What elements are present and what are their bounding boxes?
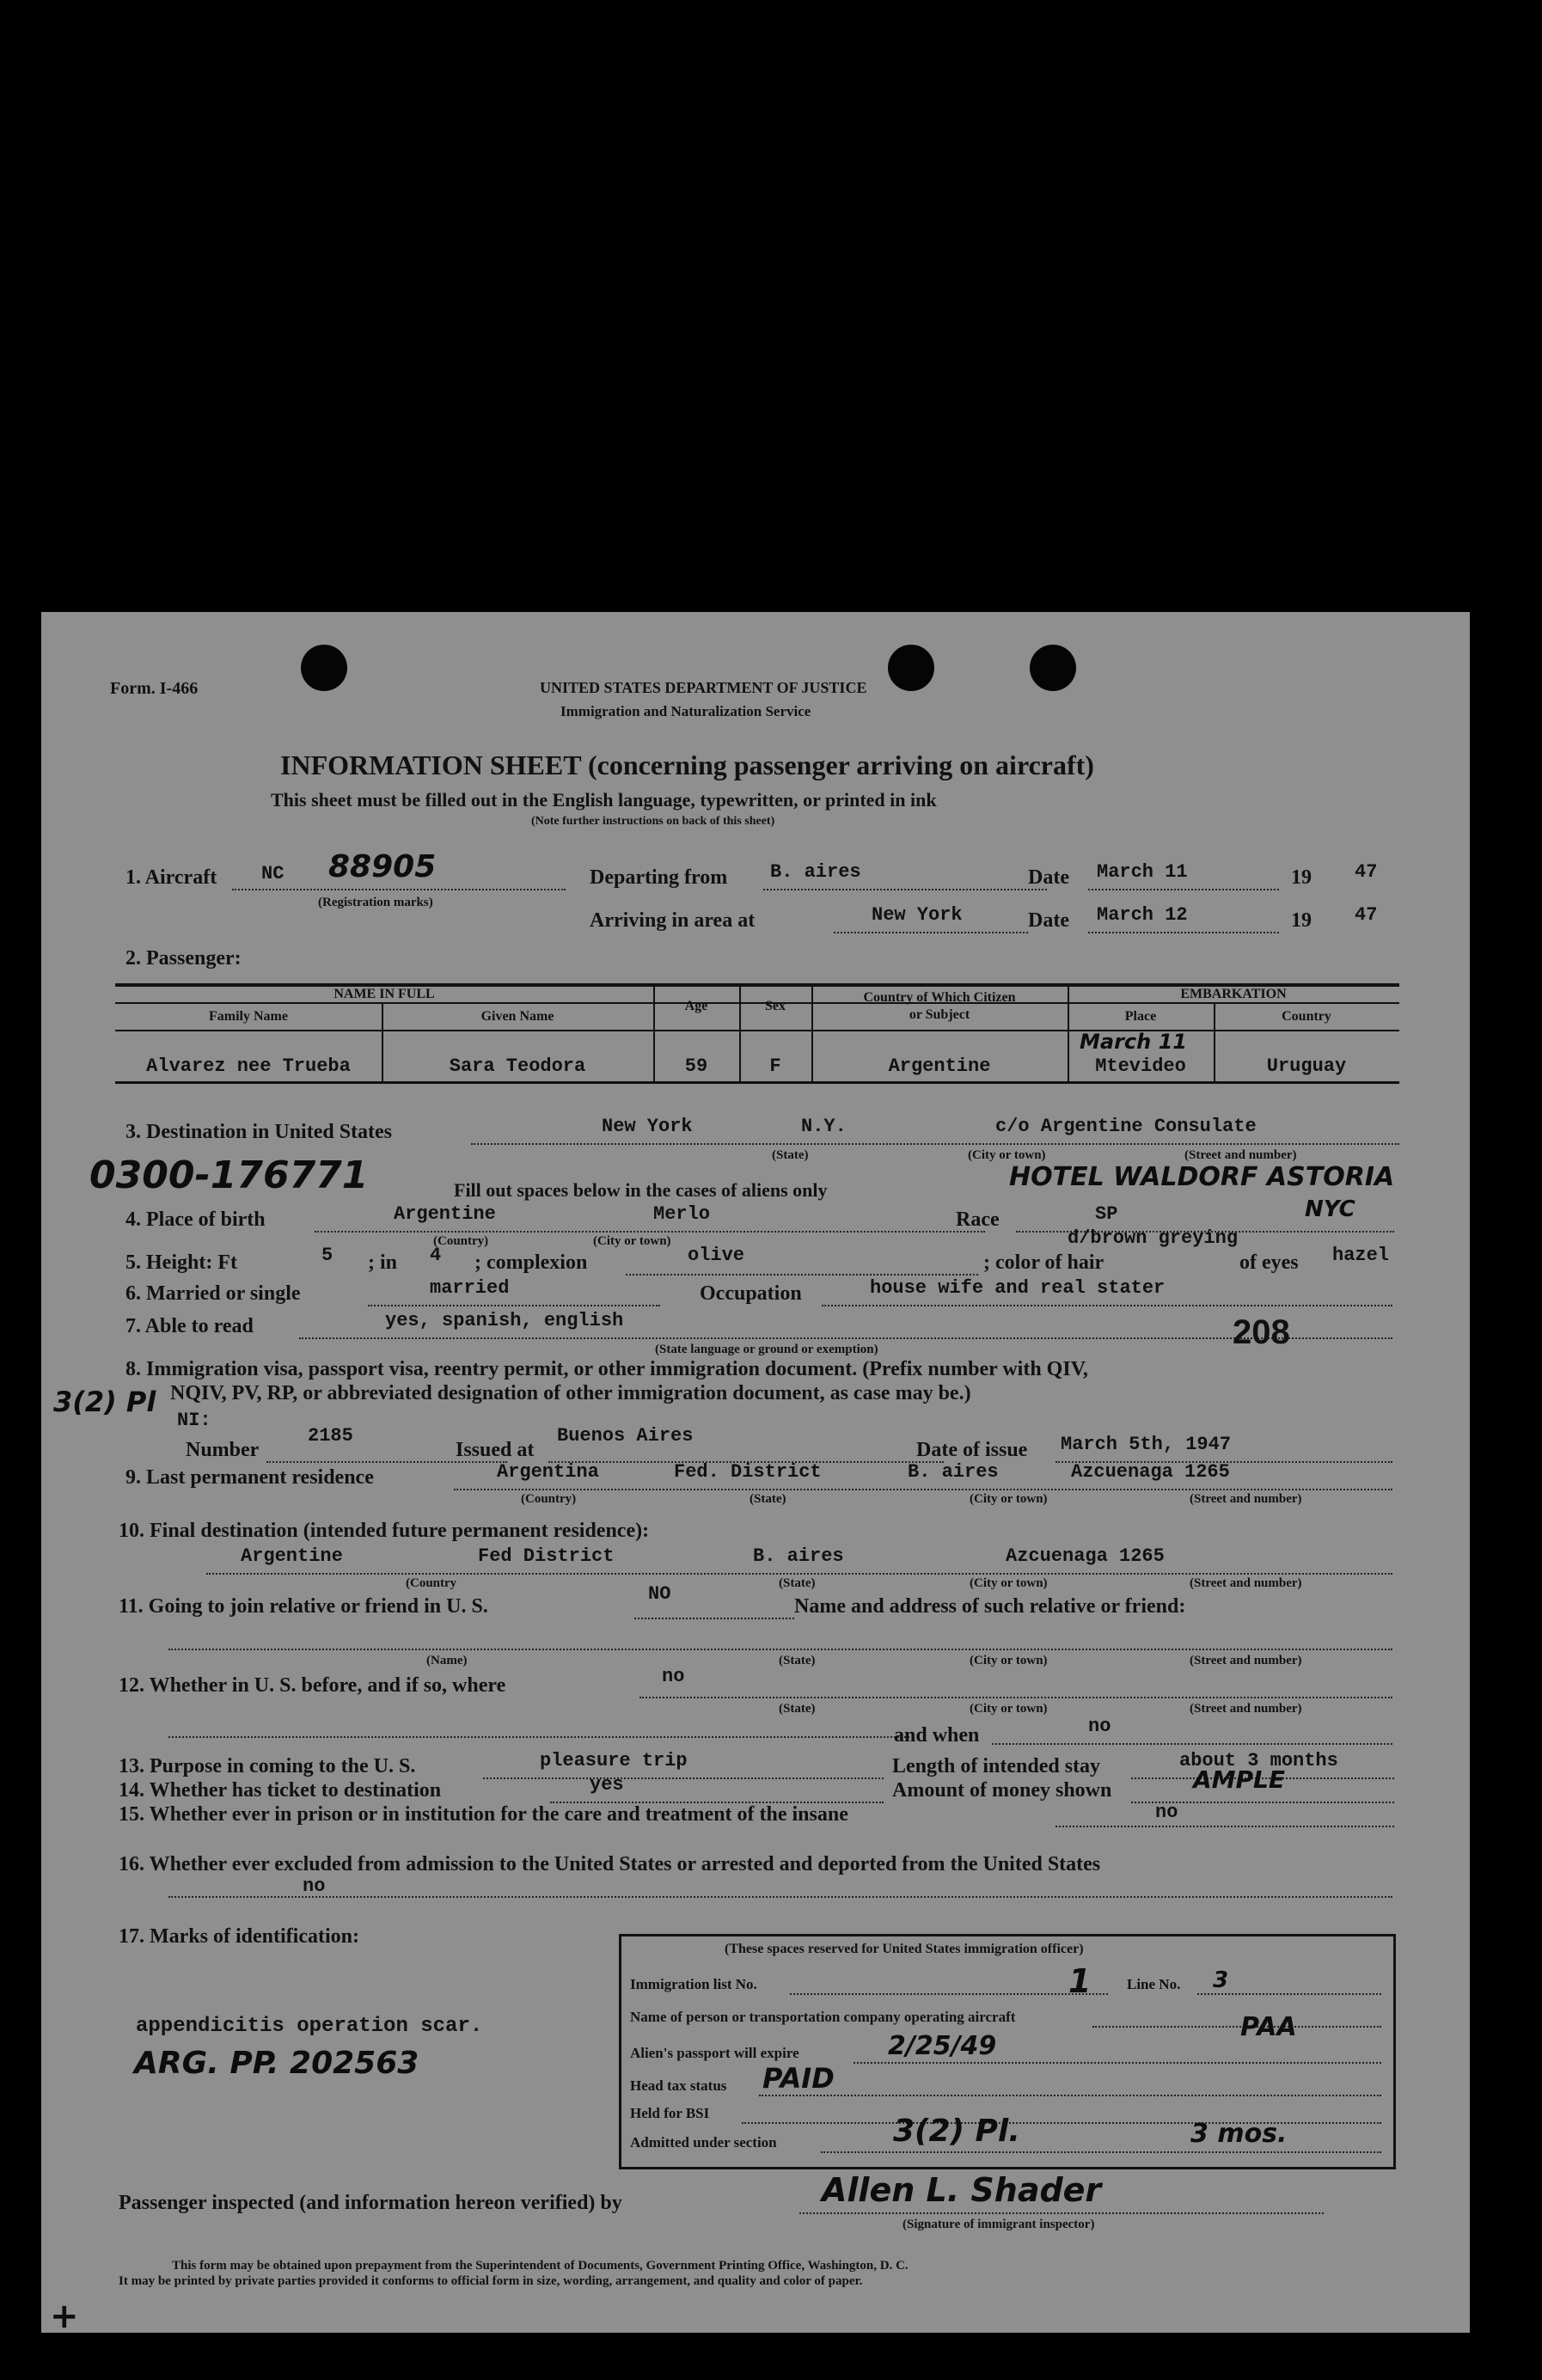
birth-country: Argentine: [394, 1203, 496, 1225]
hotel-handwritten: HOTEL WALDORF ASTORIA: [1009, 1162, 1395, 1192]
form-sheet: [41, 612, 1470, 2336]
q17-label: 17. Marks of identification:: [119, 1925, 359, 1948]
q14-label: 14. Whether has ticket to destination: [119, 1779, 442, 1802]
dest-street-caption: (Street and number): [1184, 1148, 1297, 1162]
previous-street-caption: (Street and number): [1190, 1702, 1302, 1716]
line-no-label: Line No.: [1127, 1976, 1181, 1992]
q7-label: 7. Able to read: [125, 1315, 254, 1337]
registration-caption: (Registration marks): [318, 896, 433, 909]
final-street: Azcuenaga 1265: [1006, 1545, 1165, 1567]
residence-street: Azcuenaga 1265: [1071, 1461, 1230, 1483]
q16-label: 16. Whether ever excluded from admission to the United States or arrested and deported from the United States: [119, 1853, 1101, 1875]
nyc-handwritten: NYC: [1305, 1196, 1355, 1222]
embarkation-header: EMBARKATION: [1180, 987, 1287, 1001]
relative-city-caption: (City or town): [970, 1654, 1048, 1667]
money-label: Amount of money shown: [892, 1779, 1112, 1802]
q12-label: 12. Whether in U. S. before, and if so, where: [119, 1674, 506, 1697]
q2-label: 2. Passenger:: [125, 947, 242, 970]
residence-street-caption: (Street and number): [1190, 1492, 1302, 1506]
residence-city: B. aires: [908, 1461, 999, 1483]
family-name: Alvarez nee Trueba: [146, 1055, 351, 1077]
q3-label: 3. Destination in United States: [125, 1121, 393, 1143]
officer-box-title: (These spaces reserved for United States immigration officer): [725, 1942, 1084, 1956]
immigration-list-no: 1: [1068, 1962, 1092, 2000]
head-tax-label: Head tax status: [630, 2077, 727, 2094]
complexion: olive: [688, 1245, 745, 1266]
inches-label: ; in: [368, 1251, 398, 1274]
depart-date-label: Date: [1028, 866, 1069, 889]
visa-number-label: Number: [186, 1439, 260, 1461]
company-label: Name of person or transportation company operating aircraft: [630, 2009, 1016, 2025]
stay-label: Length of intended stay: [892, 1755, 1101, 1777]
citizen-of: Argentine: [888, 1055, 991, 1077]
bsi-label: Held for BSI: [630, 2105, 710, 2121]
final-state: Fed District: [478, 1545, 615, 1567]
corner-mark: +: [50, 2297, 79, 2336]
section-label: Admitted under section: [630, 2134, 777, 2151]
arriving-label: Arriving in area at: [590, 909, 756, 932]
issued-at-label: Issued at: [456, 1439, 535, 1461]
head-tax-status: PAID: [762, 2062, 835, 2095]
punch-hole-1: [301, 645, 347, 691]
birth-city: Merlo: [653, 1203, 711, 1225]
birth-country-caption: (Country): [433, 1234, 489, 1248]
marital-status: married: [430, 1277, 510, 1299]
embark-country-header: Country: [1282, 1009, 1331, 1024]
issue-date-label: Date of issue: [916, 1439, 1028, 1461]
race-label: Race: [956, 1208, 1000, 1231]
form-note: (Note further instructions on back of this sheet): [531, 815, 775, 828]
arrive-date-label: Date: [1028, 909, 1069, 932]
footer-line-2: It may be printed by private parties provided it conforms to official form in size, wording, arrangement, and quality and color of paper.: [119, 2274, 863, 2288]
complexion-label: ; complexion: [474, 1251, 588, 1274]
relative-state-caption: (State): [779, 1654, 816, 1667]
form-number: Form. I-466: [110, 679, 199, 698]
issue-date: March 5th, 1947: [1061, 1434, 1232, 1455]
final-city-caption: (City or town): [970, 1576, 1048, 1590]
residence-country-caption: (Country): [521, 1492, 577, 1506]
age: 59: [684, 1055, 708, 1077]
form-subtitle: This sheet must be filled out in the English language, typewritten, or printed in ink: [271, 789, 937, 811]
arrive-year-prefix: 19: [1291, 909, 1312, 932]
aircraft-registration: 88905: [328, 849, 437, 884]
depart-year: 47: [1355, 861, 1378, 883]
final-country-caption: (Country: [406, 1576, 457, 1590]
passport-expire-label: Alien's passport will expire: [630, 2045, 799, 2061]
occupation-label: Occupation: [700, 1282, 802, 1305]
eyes-label: of eyes: [1239, 1251, 1299, 1274]
relative-name-caption: (Name): [426, 1654, 468, 1667]
immigration-list-label: Immigration list No.: [630, 1976, 757, 1992]
has-ticket: yes: [590, 1774, 624, 1796]
citizen-header-2: or Subject: [909, 1007, 970, 1022]
inspected-label: Passenger inspected (and information hereon verified) by: [119, 2192, 622, 2214]
intended-stay: about 3 months: [1179, 1750, 1338, 1771]
depart-year-prefix: 19: [1291, 866, 1312, 889]
dest-state: N.Y.: [801, 1116, 847, 1137]
citizen-header-1: Country of Which Citizen: [863, 990, 1016, 1005]
departing-label: Departing from: [590, 866, 728, 889]
passport-handwritten: ARG. PP. 202563: [134, 2046, 419, 2081]
sex-header: Sex: [765, 999, 786, 1013]
previous-when-label: and when: [894, 1724, 980, 1747]
arrive-date: March 12: [1097, 904, 1188, 926]
visa-section-hand: 3(2) Pl: [53, 1386, 156, 1418]
prison-insane: no: [1155, 1802, 1178, 1823]
handwritten-file-number: 0300-176771: [89, 1153, 369, 1197]
given-name-header: Given Name: [480, 1009, 554, 1024]
final-state-caption: (State): [779, 1576, 816, 1590]
dest-street: c/o Argentine Consulate: [995, 1116, 1257, 1137]
visa-number: 2185: [308, 1425, 353, 1447]
embark-country: Uruguay: [1266, 1055, 1347, 1077]
residence-country: Argentina: [497, 1461, 599, 1483]
birth-city-caption: (City or town): [593, 1234, 671, 1248]
aliens-only-note: Fill out spaces below in the cases of aliens only: [454, 1179, 828, 1201]
given-name: Sara Teodora: [449, 1055, 586, 1077]
purpose: pleasure trip: [540, 1750, 688, 1771]
q9-label: 9. Last permanent residence: [125, 1466, 374, 1489]
department-heading: UNITED STATES DEPARTMENT OF JUSTICE: [540, 679, 867, 696]
embark-place: Mtevideo: [1095, 1055, 1186, 1077]
occupation: house wife and real stater: [870, 1277, 1166, 1299]
dest-state-caption: (State): [772, 1148, 809, 1162]
relative-address-label: Name and address of such relative or friend:: [794, 1595, 1186, 1618]
q4-label: 4. Place of birth: [125, 1208, 266, 1231]
previous-state-caption: (State): [779, 1702, 816, 1716]
language-caption: (State language or ground or exemption): [655, 1343, 878, 1356]
operating-company: PAA: [1240, 2012, 1297, 2042]
previous-when: no: [1088, 1716, 1111, 1737]
hair-color: d/brown greying: [1068, 1227, 1239, 1249]
dest-city-caption: (City or town): [968, 1148, 1046, 1162]
q1-label: 1. Aircraft: [125, 866, 217, 889]
name-in-full-header: NAME IN FULL: [333, 987, 435, 1001]
signature-caption: (Signature of immigrant inspector): [903, 2218, 1095, 2231]
residence-state-caption: (State): [750, 1492, 786, 1506]
footer-line-1: This form may be obtained upon prepayment from the Superintendent of Documents, Government Printing Office, Washington, D. C.: [172, 2259, 909, 2273]
admitted-duration: 3 mos.: [1190, 2119, 1288, 2149]
q8-label-2: NQIV, PV, RP, or abbreviated designation of other immigration document, as case may be.): [170, 1382, 971, 1404]
issued-at: Buenos Aires: [557, 1425, 694, 1447]
join-relative: NO: [648, 1583, 671, 1605]
dest-city: New York: [602, 1116, 693, 1137]
arriving-at: New York: [872, 904, 963, 926]
q6-label: 6. Married or single: [125, 1282, 301, 1305]
form-title: INFORMATION SHEET (concerning passenger arriving on aircraft): [280, 749, 1094, 780]
hair-label: ; color of hair: [983, 1251, 1104, 1274]
race: SP: [1095, 1203, 1118, 1225]
eye-color: hazel: [1332, 1245, 1390, 1266]
residence-state: Fed. District: [674, 1461, 822, 1483]
place-header: Place: [1124, 1009, 1157, 1024]
final-country: Argentine: [241, 1545, 343, 1567]
age-header: Age: [684, 999, 708, 1013]
previous-us-location: no: [662, 1666, 685, 1687]
service-heading: Immigration and Naturalization Service: [560, 703, 811, 719]
punch-hole-3: [1030, 645, 1076, 691]
q13-label: 13. Purpose in coming to the U. S.: [119, 1755, 416, 1777]
q11-label: 11. Going to join relative or friend in U. S.: [119, 1595, 488, 1618]
height-feet: 5: [321, 1245, 333, 1266]
residence-city-caption: (City or town): [970, 1492, 1048, 1506]
family-name-header: Family Name: [209, 1009, 288, 1024]
height-inches: 4: [430, 1245, 442, 1266]
departing-from: B. aires: [770, 861, 861, 883]
visa-prefix: NI:: [177, 1410, 211, 1431]
q15-label: 15. Whether ever in prison or in institution for the care and treatment of the insane: [119, 1803, 848, 1826]
aircraft-prefix: NC: [261, 863, 285, 884]
depart-date: March 11: [1097, 861, 1188, 883]
admitted-section: 3(2) Pl.: [893, 2114, 1020, 2149]
inspector-signature: Allen L. Shader: [822, 2171, 1102, 2209]
q5-label: 5. Height: Ft: [125, 1251, 237, 1274]
previous-city-caption: (City or town): [970, 1702, 1048, 1716]
final-street-caption: (Street and number): [1190, 1576, 1302, 1590]
final-city: B. aires: [753, 1545, 844, 1567]
line-no: 3: [1213, 1967, 1229, 1993]
embark-date-hand: March 11: [1080, 1030, 1187, 1054]
languages: yes, spanish, english: [385, 1310, 624, 1331]
money-shown: AMPLE: [1193, 1765, 1286, 1794]
q8-label-1: 8. Immigration visa, passport visa, reentry permit, or other immigration document. (Prefix number with QIV,: [125, 1358, 1088, 1380]
arrive-year: 47: [1355, 904, 1378, 926]
excluded-deported: no: [303, 1875, 326, 1897]
relative-street-caption: (Street and number): [1190, 1654, 1302, 1667]
punch-hole-2: [888, 645, 934, 691]
officer-box: [619, 1934, 1396, 2169]
passport-expiry: 2/25/49: [888, 2031, 997, 2061]
identification-marks: appendicitis operation scar.: [136, 2015, 483, 2038]
sex: F: [769, 1055, 781, 1077]
stamp-number: 208: [1233, 1313, 1290, 1351]
q10-label: 10. Final destination (intended future permanent residence):: [119, 1520, 650, 1542]
